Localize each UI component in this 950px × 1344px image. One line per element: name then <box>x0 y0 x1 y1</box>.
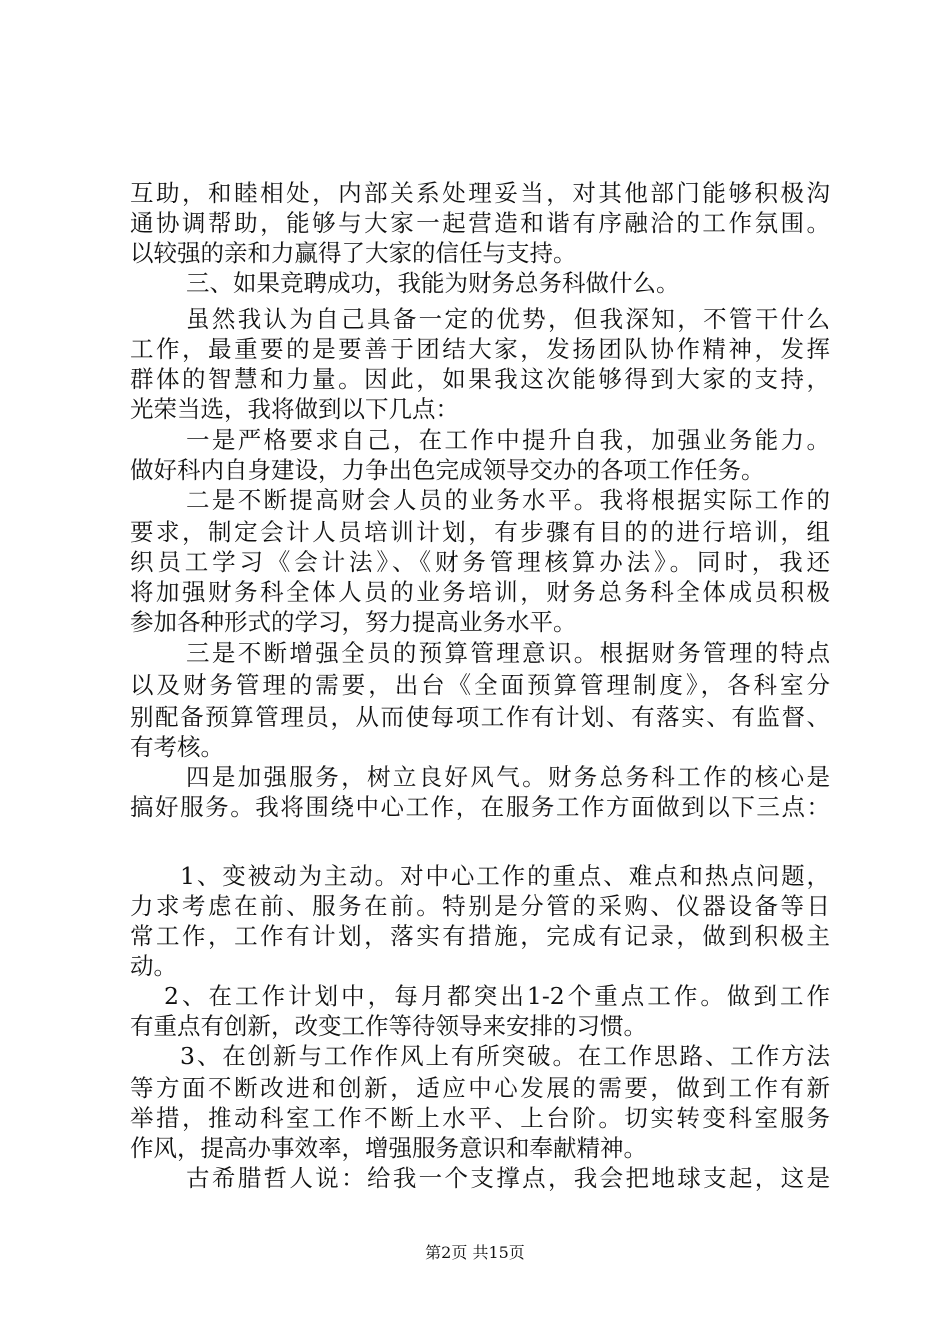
page-footer: 第2页 共15页 <box>425 1243 525 1262</box>
text-line: 力求考虑在前、服务在前。特别是分管的采购、仪器设备等日 <box>130 892 830 920</box>
text-line: 二是不断提高财会人员的业务水平。我将根据实际工作的 <box>186 486 830 514</box>
text-line: 要求，制定会计人员培训计划，有步骤有目的的进行培训，组 <box>130 518 830 546</box>
text-line: 1、变被动为主动。对中心工作的重点、难点和热点问题， <box>180 862 830 890</box>
text-line: 虽然我认为自己具备一定的优势，但我深知，不管干什么 <box>186 305 830 333</box>
text-line: 3、在创新与工作作风上有所突破。在工作思路、工作方法 <box>180 1042 830 1070</box>
text-line: 有重点有创新，改变工作等待领导来安排的习惯。 <box>130 1012 647 1040</box>
text-line: 三是不断增强全员的预算管理意识。根据财务管理的特点 <box>186 639 830 667</box>
text-line: 以及财务管理的需要，出台《全面预算管理制度》，各科室分 <box>130 671 830 699</box>
text-line: 有考核。 <box>130 733 224 761</box>
text-line: 通协调帮助，能够与大家一起营造和谐有序融洽的工作氛围。 <box>130 209 830 237</box>
text-line: 2、在工作计划中，每月都突出1-2个重点工作。做到工作 <box>164 982 830 1010</box>
text-line: 参加各种形式的学习，努力提高业务水平。 <box>130 608 577 636</box>
text-line: 互助，和睦相处，内部关系处理妥当，对其他部门能够积极沟 <box>130 179 830 207</box>
text-line: 搞好服务。我将围绕中心工作，在服务工作方面做到以下三点： <box>130 793 830 821</box>
text-line: 光荣当选，我将做到以下几点： <box>130 395 459 423</box>
text-line: 将加强财务科全体人员的业务培训，财务总务科全体成员积极 <box>130 578 830 606</box>
text-line: 织员工学习《会计法》、《财务管理核算办法》。同时，我还 <box>130 548 830 576</box>
text-line: 等方面不断改进和创新，适应中心发展的需要，做到工作有新 <box>130 1074 830 1102</box>
text-line: 古希腊哲人说：给我一个支撑点，我会把地球支起，这是 <box>186 1164 830 1192</box>
text-line: 作风，提高办事效率，增强服务意识和奉献精神。 <box>130 1134 647 1162</box>
text-line: 以较强的亲和力赢得了大家的信任与支持。 <box>130 239 577 267</box>
text-line: 做好科内自身建设，力争出色完成领导交办的各项工作任务。 <box>130 456 765 484</box>
text-line: 别配备预算管理员，从而使每项工作有计划、有落实、有监督、 <box>130 703 830 731</box>
text-line: 群体的智慧和力量。因此，如果我这次能够得到大家的支持， <box>130 365 830 393</box>
text-line: 动。 <box>130 952 177 980</box>
text-line: 四是加强服务，树立良好风气。财务总务科工作的核心是 <box>186 763 830 791</box>
text-line: 一是严格要求自己，在工作中提升自我，加强业务能力。 <box>186 426 830 454</box>
text-line: 常工作，工作有计划，落实有措施，完成有记录，做到积极主 <box>130 922 830 950</box>
text-line: 举措，推动科室工作不断上水平、上台阶。切实转变科室服务 <box>130 1104 830 1132</box>
text-line: 工作，最重要的是要善于团结大家，发扬团队协作精神，发挥 <box>130 335 830 363</box>
text-line: 三、如果竞聘成功，我能为财务总务科做什么。 <box>186 269 680 297</box>
